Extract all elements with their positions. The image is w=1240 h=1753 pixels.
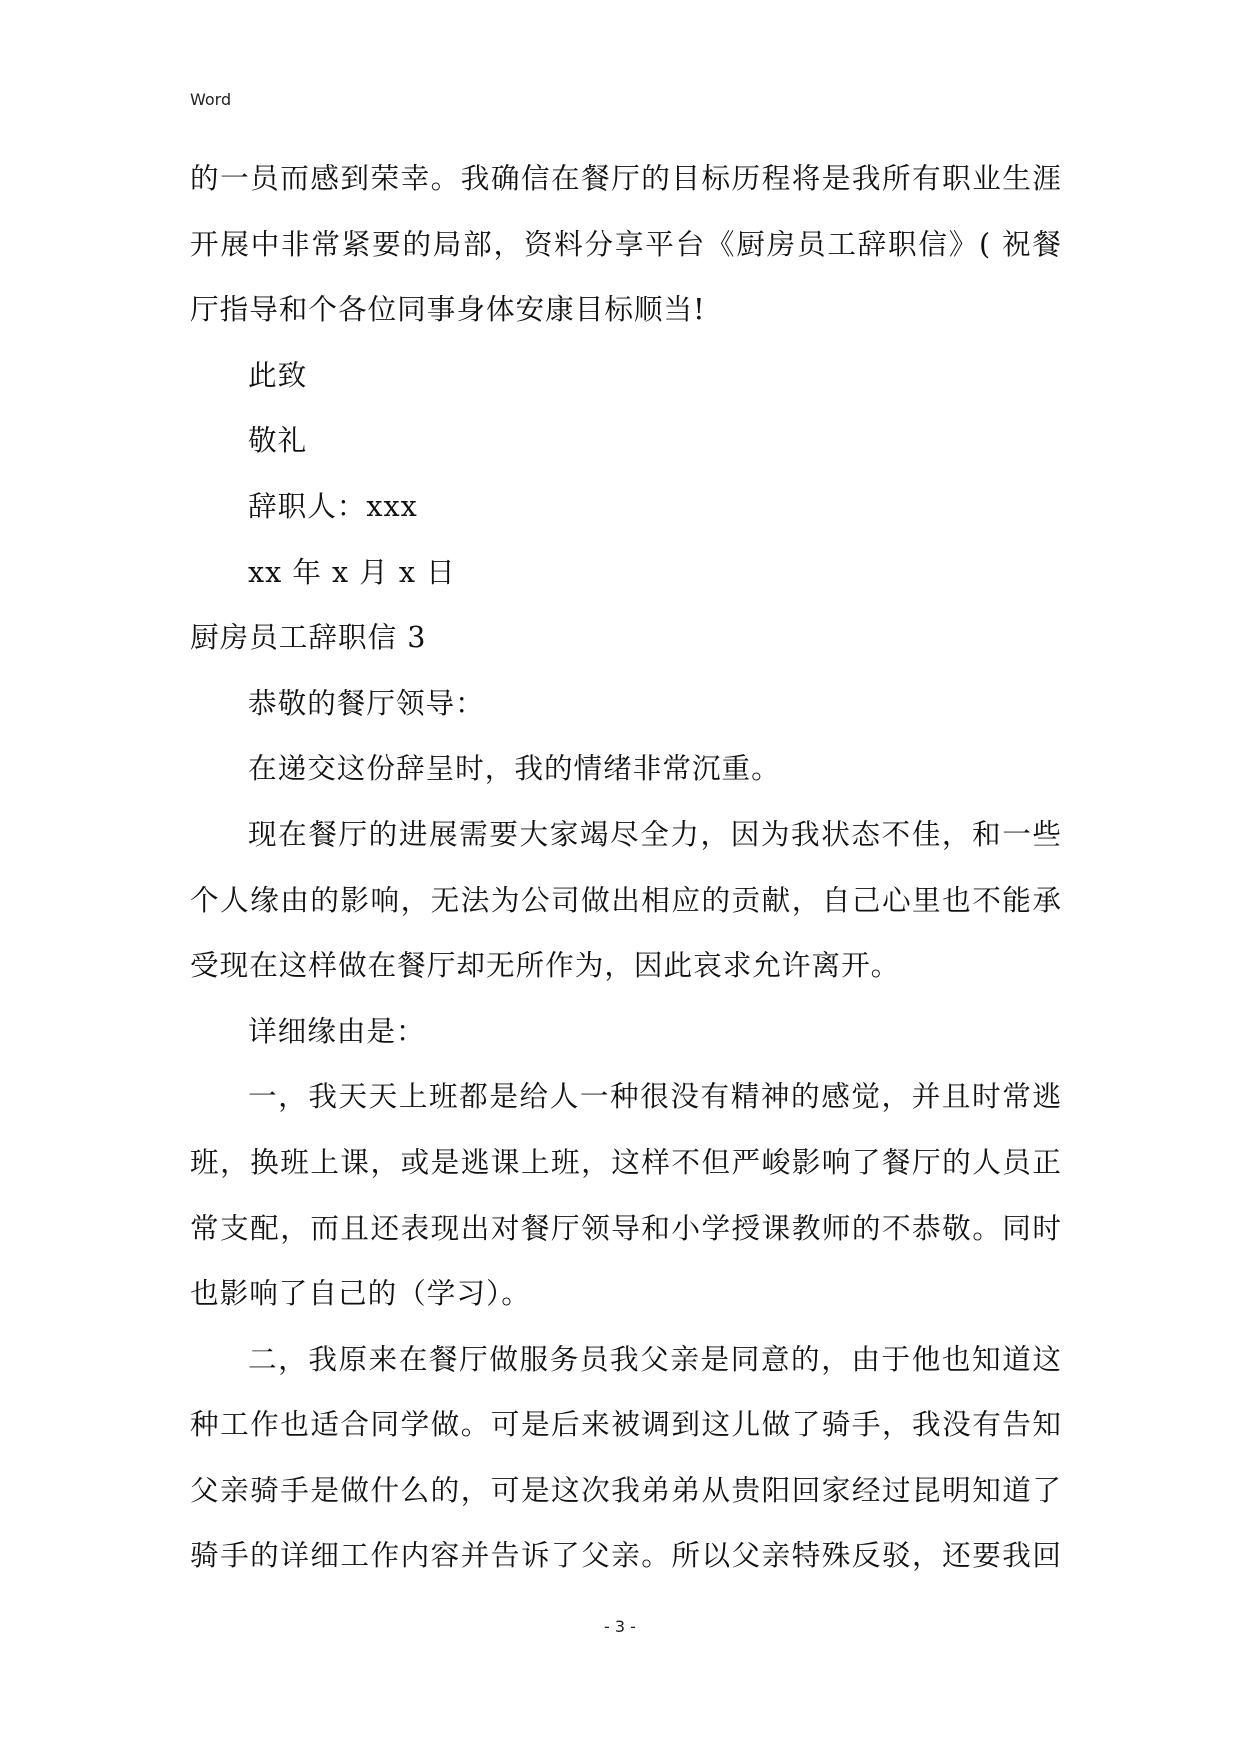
body-line-12: 个人缘由的影响，无法为公司做出相应的贡献，自己心里也不能承 [190,882,1062,917]
page-header: Word [190,90,232,109]
resignee-line: 辞职人：xxx [248,488,418,523]
date-line: xx 年 x 月 x 日 [248,554,456,589]
body-line-10: 在递交这份辞呈时，我的情绪非常沉重。 [248,751,781,786]
greeting-line: 恭敬的餐厅领导： [248,685,485,720]
body-line-19: 二，我原来在餐厅做服务员我父亲是同意的，由于他也知道这 [248,1341,1062,1376]
body-line-15: 一，我天天上班都是给人一种很没有精神的感觉，并且时常逃 [248,1079,1062,1114]
page-number: - 3 - [604,1617,636,1636]
body-line-13: 受现在这样做在餐厅却无所作为，因此哀求允许离开。 [190,948,901,983]
reason-heading: 详细缘由是： [248,1013,426,1048]
body-line-20: 种工作也适合同学做。可是后来被调到这儿做了骑手，我没有告知 [190,1407,1062,1442]
section-title: 厨房员工辞职信 3 [190,620,427,655]
body-line-18: 也影响了自己的（学习）。 [190,1276,531,1311]
body-line-1: 的一员而感到荣幸。我确信在餐厅的目标历程将是我所有职业生涯 [190,161,1062,195]
document-body [190,160,1062,1603]
body-line-11: 现在餐厅的进展需要大家竭尽全力，因为我状态不佳，和一些 [248,816,1062,851]
body-line-17: 常支配，而且还表现出对餐厅领导和小学授课教师的不恭敬。同时 [190,1210,1062,1245]
body-line-3: 厅指导和个各位同事身体安康目标顺当! [190,292,706,327]
body-line-2: 开展中非常紧要的局部，资料分享平台《厨房员工辞职信》( 祝餐 [190,226,1062,261]
closing-salutation-line-1: 此致 [248,357,308,392]
body-line-22: 骑手的详细工作内容并告诉了父亲。所以父亲特殊反驳，还要我回 [190,1538,1062,1573]
body-line-21: 父亲骑手是做什么的，可是这次我弟弟从贵阳回家经过昆明知道了 [190,1472,1062,1507]
body-line-16: 班，换班上课，或是逃课上班，这样不但严峻影响了餐厅的人员正 [190,1144,1062,1179]
closing-salutation-line-2: 敬礼 [248,423,308,458]
